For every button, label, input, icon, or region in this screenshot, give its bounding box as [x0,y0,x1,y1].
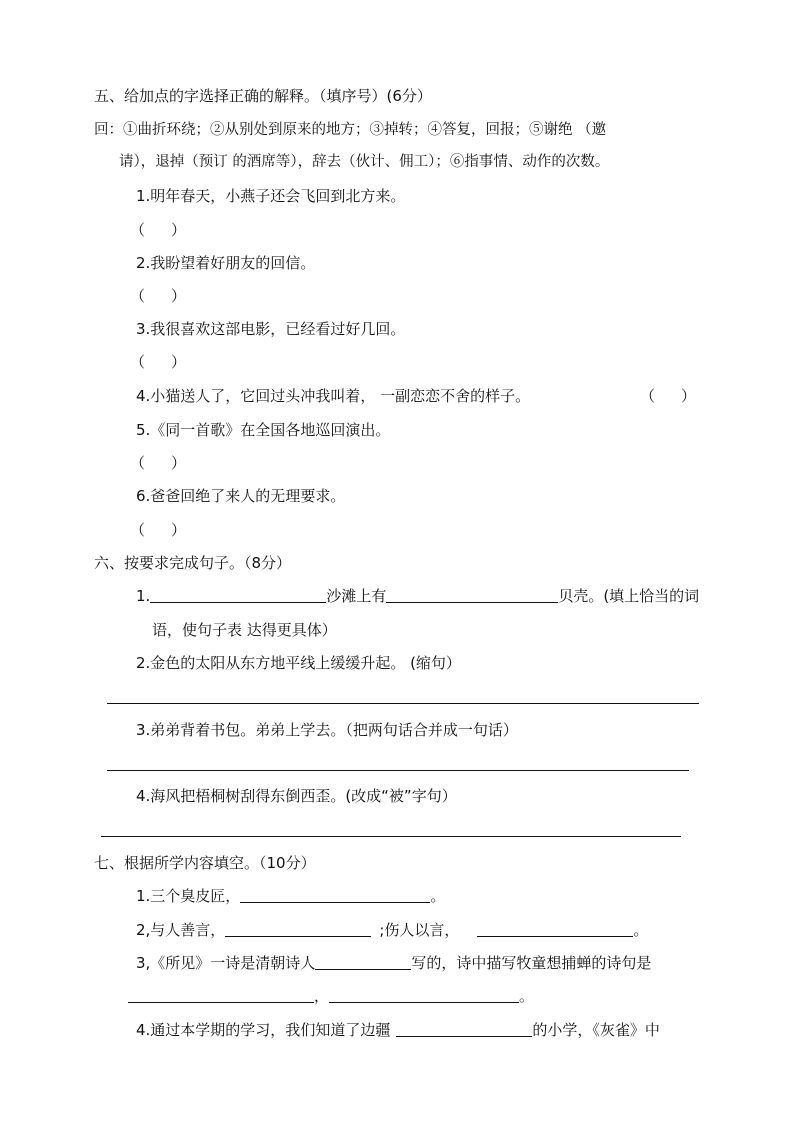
answer-parens-1[interactable]: （ ） [130,221,187,239]
fill-blank[interactable] [315,954,411,970]
answer-parens-3[interactable]: （ ） [130,353,187,371]
section6-question-4: 4.海风把梧桐树刮得东倒西歪。(改成“被”字句） [136,787,457,805]
answer-parens-4[interactable]: （ ） [640,387,697,405]
section6-question-1: 1. 沙滩上有 贝壳。(填上恰当的词 [136,587,700,605]
section5-options-line2: 请），退掉（预订 的酒席等），辞去（伙计、佣工）；⑥指事情、动作的次数。 [119,154,610,170]
section5-question-1: 1.明年春天，小燕子还会飞回到北方来。 [136,187,406,205]
answer-line-2[interactable] [107,703,699,704]
answer-line-4[interactable] [101,836,681,837]
section7-title: 七、根据所学内容填空。（10分） [94,854,316,872]
fill-blank[interactable] [477,921,633,937]
fill-blank[interactable] [396,1021,532,1037]
section5-options-line1: 回：①曲折环绕；②从别处到原来的地方；③掉转；④答复，回报；⑤谢绝 （邀 [94,122,607,138]
section6-question-1-cont: 语，使句子表 达得更具体） [152,621,337,639]
section7-question-1: 1.三个臭皮匠， 。 [136,887,446,905]
answer-line-3[interactable] [107,770,689,771]
fill-blank[interactable] [386,587,558,603]
section6-title: 六、按要求完成句子。（8分） [94,554,292,572]
section7-question-4: 4.通过本学期的学习，我们知道了边疆 的小学，《灰雀》中 [136,1021,660,1039]
section5-question-5: 5.《同一首歌》在全国各地巡回演出。 [136,421,391,439]
section5-question-3: 3.我很喜欢这部电影，已经看过好几回。 [136,320,406,338]
fill-blank[interactable] [329,987,519,1003]
section7-question-3-cont: ， 。 [128,986,534,1006]
fill-blank[interactable] [150,587,326,603]
section5-question-4: 4.小猫送人了，它回过头冲我叫着， 一副恋恋不舍的样子。 [136,387,531,405]
section7-question-3: 3,《所见》一诗是清朝诗人 写的，诗中描写牧童想捕蝉的诗句是 [136,954,652,972]
fill-blank[interactable] [128,987,314,1003]
section5-question-6: 6.爸爸回绝了来人的无理要求。 [136,487,346,505]
section5-title: 五、给加点的字选择正确的解释。（填序号）(6分） [94,87,432,105]
section6-question-2: 2.金色的太阳从东方地平线上缓缓升起。 (缩句） [136,654,461,672]
answer-parens-6[interactable]: （ ） [130,521,187,539]
section7-question-2: 2,与人善言， ;伤人以言， 。 [136,921,649,939]
section6-question-3: 3.弟弟背着书包。弟弟上学去。（把两句话合并成一句话） [136,721,518,739]
fill-blank[interactable] [225,921,371,937]
fill-blank[interactable] [240,887,430,903]
answer-parens-5[interactable]: （ ） [130,454,187,472]
answer-parens-2[interactable]: （ ） [130,287,187,305]
section5-question-2: 2.我盼望着好朋友的回信。 [136,254,316,272]
